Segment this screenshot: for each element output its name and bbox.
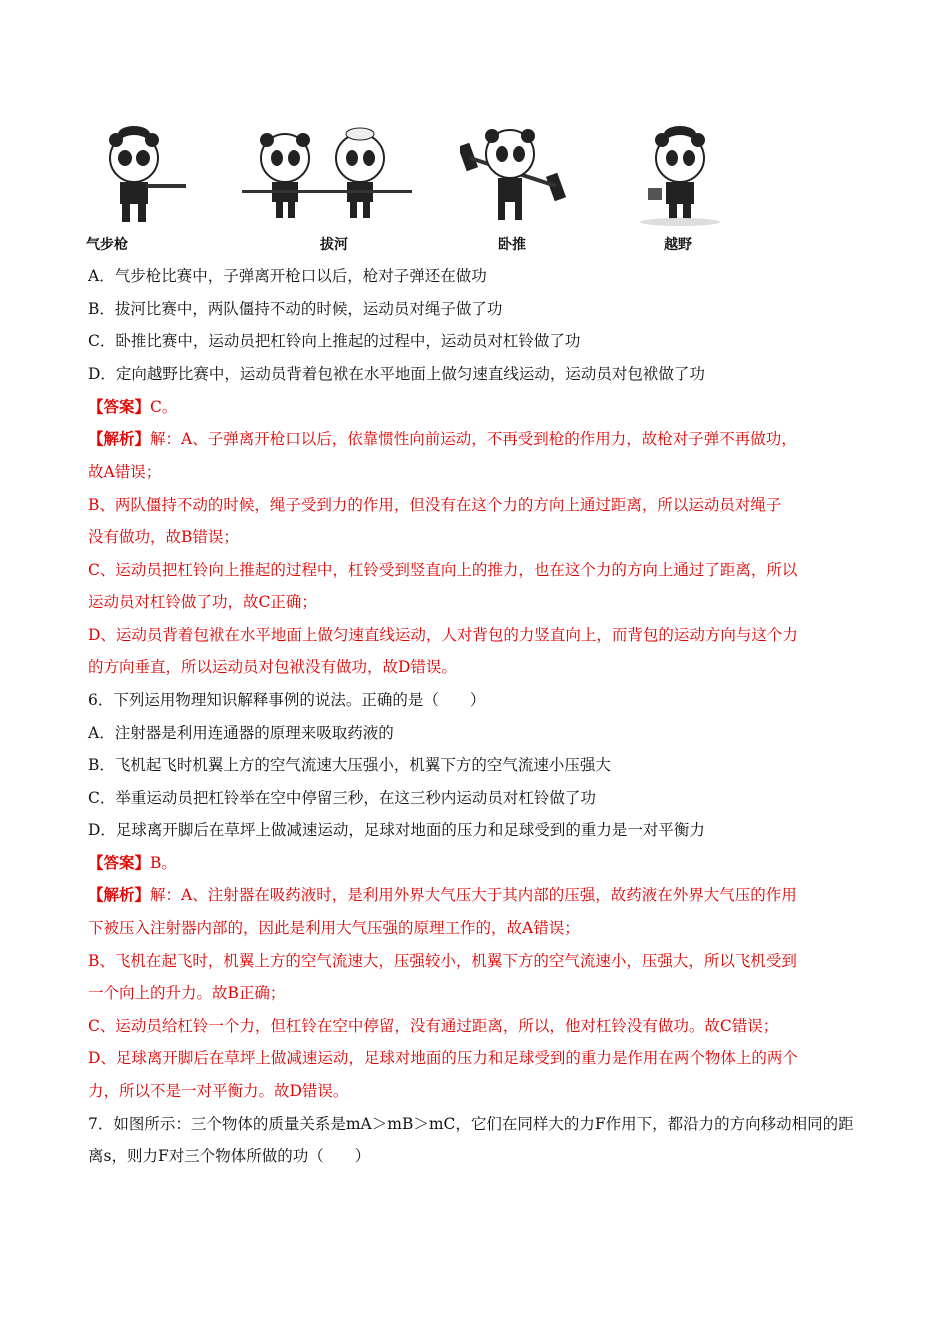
q5-analysis-line-2: 故A错误； [88, 463, 162, 481]
q6-answer [88, 853, 177, 873]
q6-analysis-line-1 [88, 885, 797, 905]
q5-option-d: D．定向越野比赛中，运动员背着包袱在水平地面上做匀速直线运动，运动员对包袱做了功 [88, 365, 705, 383]
q5-option-c: C．卧推比赛中，运动员把杠铃向上推起的过程中，运动员对杠铃做了功 [88, 332, 581, 350]
q7-stem-line-2: 离s，则力F对三个物体所做的功（ ） [88, 1147, 371, 1165]
figure-label-air-rifle: 气步枪 [86, 237, 128, 253]
q6-option-b: B．飞机起飞时机翼上方的空气流速大压强小，机翼下方的空气流速小压强大 [88, 756, 611, 774]
tug-of-war-illustration [240, 118, 420, 228]
q5-analysis-line-8: 的方向垂直，所以运动员对包袱没有做功，故D错误。 [88, 658, 457, 676]
cross-country-illustration [630, 118, 730, 228]
q6-analysis-text-1: 解：A、注射器在吸药液时，是利用外界大气压大于其内部的压强，故药液在外界大气压的作用 [150, 886, 797, 904]
q5-answer-tag: 【答案】 [88, 397, 151, 416]
bench-press-illustration [460, 118, 570, 228]
q6-answer-value: B。 [150, 854, 177, 872]
figure-bench-press [460, 118, 570, 253]
q5-analysis-line-5: C、运动员把杠铃向上推起的过程中，杠铃受到竖直向上的推力，也在这个力的方向上通过了距离，所以 [88, 561, 798, 579]
q5-analysis-line-4: 没有做功，故B错误； [88, 528, 239, 546]
q6-option-a: A．注射器是利用连通器的原理来吸取药液的 [88, 724, 394, 742]
q5-option-b: B．拔河比赛中，两队僵持不动的时候，运动员对绳子做了功 [88, 300, 503, 318]
q6-analysis-line-6: D、足球离开脚后在草坪上做减速运动，足球对地面的压力和足球受到的重力是作用在两个物体上的两个 [88, 1049, 798, 1067]
q5-analysis-text-1: 解：A、子弹离开枪口以后，依靠惯性向前运动，不再受到枪的作用力，故枪对子弹不再做功， [150, 430, 797, 448]
q5-analysis-line-7: D、运动员背着包袱在水平地面上做匀速直线运动，人对背包的力竖直向上，而背包的运动方向与这个力 [88, 626, 798, 644]
q6-option-c: C．举重运动员把杠铃举在空中停留三秒，在这三秒内运动员对杠铃做了功 [88, 789, 596, 807]
q5-answer [88, 397, 177, 417]
sports-figures [86, 118, 790, 258]
q6-analysis-line-3: B、飞机在起飞时，机翼上方的空气流速大，压强较小，机翼下方的空气流速小，压强大，所以飞机受到 [88, 952, 797, 970]
q5-analysis-line-6: 运动员对杠铃做了功，故C正确； [88, 593, 317, 611]
q5-answer-value: C。 [150, 398, 178, 416]
q6-analysis-line-5: C、运动员给杠铃一个力，但杠铃在空中停留，没有通过距离，所以，他对杠铃没有做功。故C错误； [88, 1017, 779, 1035]
q6-analysis-line-7: 力，所以不是一对平衡力。故D错误。 [88, 1082, 349, 1100]
figure-label-bench-press: 卧推 [498, 237, 526, 253]
q6-analysis-line-4: 一个向上的升力。故B正确； [88, 984, 286, 1002]
q6-analysis-tag: 【解析】 [88, 885, 151, 904]
figure-label-cross-country: 越野 [664, 237, 692, 253]
q5-analysis-line-1 [88, 429, 797, 449]
q5-analysis-line-3: B、两队僵持不动的时候，绳子受到力的作用，但没有在这个力的方向上通过距离，所以运动员对绳子 [88, 496, 782, 514]
q7-stem-line-1: 7．如图所示：三个物体的质量关系是mA＞mB＞mC，它们在同样大的力F作用下，都沿力的方向移动相同的距 [88, 1115, 854, 1133]
q6-option-d: D．足球离开脚后在草坪上做减速运动，足球对地面的压力和足球受到的重力是一对平衡力 [88, 821, 705, 839]
q6-analysis-line-2: 下被压入注射器内部的，因此是利用大气压强的原理工作的，故A错误； [88, 919, 580, 937]
q5-option-a: A．气步枪比赛中，子弹离开枪口以后，枪对子弹还在做功 [88, 267, 487, 285]
q5-analysis-tag: 【解析】 [88, 429, 151, 448]
q6-answer-tag: 【答案】 [88, 853, 151, 872]
figure-air-rifle [86, 118, 190, 253]
figure-label-tug-of-war: 拔河 [320, 237, 348, 253]
figure-cross-country [630, 118, 730, 253]
air-rifle-illustration [90, 118, 190, 228]
figure-tug-of-war [240, 118, 420, 253]
q6-stem: 6．下列运用物理知识解释事例的说法。正确的是（ ） [88, 691, 486, 709]
